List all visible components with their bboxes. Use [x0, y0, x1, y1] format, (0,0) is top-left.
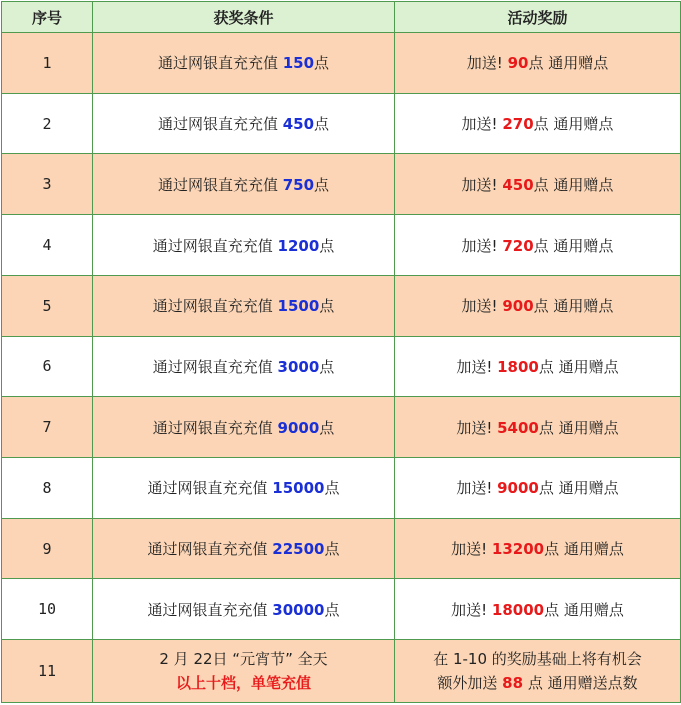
condition-unit: 点 [324, 479, 340, 498]
reward-table [1, 1, 681, 703]
row-condition [93, 640, 395, 703]
row-index: 4 [2, 215, 93, 276]
condition-prefix: 通过网银直充充值 [147, 600, 268, 619]
condition-amount: 1200 [277, 236, 320, 255]
reward-prefix: 加送! [456, 357, 493, 376]
reward-amount: 1800 [497, 357, 539, 376]
row-condition [93, 397, 395, 458]
reward-suffix: 点 通用赠点 [533, 115, 614, 134]
reward-prefix: 加送! [451, 600, 488, 619]
reward-prefix: 加送! [461, 175, 498, 194]
row-index: 3 [2, 154, 93, 215]
condition-amount: 450 [282, 115, 315, 134]
row-index: 8 [2, 458, 93, 519]
reward-amount: 13200 [491, 540, 545, 559]
row-condition [93, 215, 395, 276]
reward-prefix: 加送! [461, 297, 498, 316]
row-reward [395, 336, 681, 397]
table-row [2, 336, 681, 397]
table-row [2, 154, 681, 215]
condition-amount: 22500 [272, 540, 325, 559]
table-row-special [2, 640, 681, 703]
reward-amount: 900 [502, 297, 534, 316]
row-reward [395, 458, 681, 519]
row-reward [395, 640, 681, 703]
table-row [2, 275, 681, 336]
reward-prefix: 加送! [466, 54, 503, 73]
row-index: 11 [2, 640, 93, 703]
condition-prefix: 通过网银直充充值 [157, 54, 278, 73]
row-condition [93, 458, 395, 519]
row-reward [395, 397, 681, 458]
condition-unit: 点 [314, 175, 330, 194]
table-row [2, 518, 681, 579]
reward-prefix: 加送! [461, 115, 498, 134]
header-condition: 获奖条件 [93, 2, 395, 33]
row-index: 10 [2, 579, 93, 640]
reward-suffix: 点 通用赠点 [533, 236, 614, 255]
reward-line-2 [395, 671, 680, 695]
row-reward [395, 579, 681, 640]
reward-amount: 450 [502, 175, 534, 194]
condition-prefix: 通过网银直充充值 [152, 236, 273, 255]
condition-line-2: 以上十档，单笔充值 [175, 674, 311, 693]
table-row [2, 397, 681, 458]
reward-suffix: 点 通用赠点 [528, 54, 609, 73]
reward-suffix: 点 通用赠点 [538, 418, 619, 437]
condition-prefix: 通过网银直充充值 [157, 175, 278, 194]
row-reward [395, 275, 681, 336]
row-index: 7 [2, 397, 93, 458]
condition-amount: 9000 [277, 418, 320, 437]
row-reward [395, 215, 681, 276]
reward-prefix: 加送! [461, 236, 498, 255]
header-row [2, 2, 681, 33]
condition-amount: 30000 [272, 600, 325, 619]
row-condition [93, 154, 395, 215]
reward-line-2-amount: 88 [502, 674, 524, 693]
row-index: 5 [2, 275, 93, 336]
condition-prefix: 通过网银直充充值 [152, 418, 273, 437]
reward-amount: 720 [502, 236, 534, 255]
condition-amount: 1500 [277, 297, 320, 316]
reward-amount: 18000 [491, 600, 545, 619]
row-index: 1 [2, 33, 93, 94]
reward-suffix: 点 通用赠点 [544, 600, 624, 619]
condition-line-1: 2 月 22日 “元宵节” 全天 [159, 650, 328, 669]
condition-unit: 点 [314, 115, 330, 134]
reward-amount: 270 [502, 115, 534, 134]
reward-prefix: 加送! [451, 540, 488, 559]
row-reward [395, 518, 681, 579]
condition-unit: 点 [324, 540, 340, 559]
condition-prefix: 通过网银直充充值 [147, 479, 268, 498]
condition-unit: 点 [319, 236, 335, 255]
header-index: 序号 [2, 2, 93, 33]
row-reward [395, 93, 681, 154]
condition-amount: 150 [282, 54, 315, 73]
row-condition [93, 336, 395, 397]
condition-amount: 15000 [272, 479, 325, 498]
reward-amount: 9000 [497, 479, 539, 498]
condition-unit: 点 [314, 54, 330, 73]
row-condition [93, 275, 395, 336]
header-reward: 活动奖励 [395, 2, 681, 33]
condition-prefix: 通过网银直充充值 [152, 357, 273, 376]
reward-amount: 5400 [497, 418, 539, 437]
row-condition [93, 579, 395, 640]
condition-prefix: 通过网银直充充值 [157, 115, 278, 134]
table-row [2, 579, 681, 640]
reward-line-2-prefix: 额外加送 [437, 674, 498, 693]
reward-prefix: 加送! [456, 418, 493, 437]
condition-amount: 750 [282, 175, 315, 194]
condition-amount: 3000 [277, 357, 320, 376]
row-reward [395, 154, 681, 215]
table-row [2, 33, 681, 94]
condition-prefix: 通过网银直充充值 [147, 540, 268, 559]
row-reward [395, 33, 681, 94]
reward-amount: 90 [507, 54, 529, 73]
table-row [2, 458, 681, 519]
reward-line-2-suffix: 点 通用赠送点数 [527, 674, 638, 693]
row-condition [93, 518, 395, 579]
row-index: 9 [2, 518, 93, 579]
reward-line-1: 在 1-10 的奖励基础上将有机会 [433, 650, 642, 669]
table-row [2, 93, 681, 154]
table-row [2, 215, 681, 276]
reward-prefix: 加送! [456, 479, 493, 498]
table-body [2, 33, 681, 703]
condition-unit: 点 [319, 297, 335, 316]
condition-unit: 点 [319, 418, 335, 437]
row-index: 2 [2, 93, 93, 154]
reward-suffix: 点 通用赠点 [538, 479, 619, 498]
condition-prefix: 通过网银直充充值 [152, 297, 273, 316]
reward-suffix: 点 通用赠点 [538, 357, 619, 376]
condition-unit: 点 [324, 600, 340, 619]
condition-unit: 点 [319, 357, 335, 376]
reward-suffix: 点 通用赠点 [544, 540, 624, 559]
row-condition [93, 93, 395, 154]
row-condition [93, 33, 395, 94]
row-index: 6 [2, 336, 93, 397]
reward-suffix: 点 通用赠点 [533, 175, 614, 194]
reward-suffix: 点 通用赠点 [533, 297, 614, 316]
